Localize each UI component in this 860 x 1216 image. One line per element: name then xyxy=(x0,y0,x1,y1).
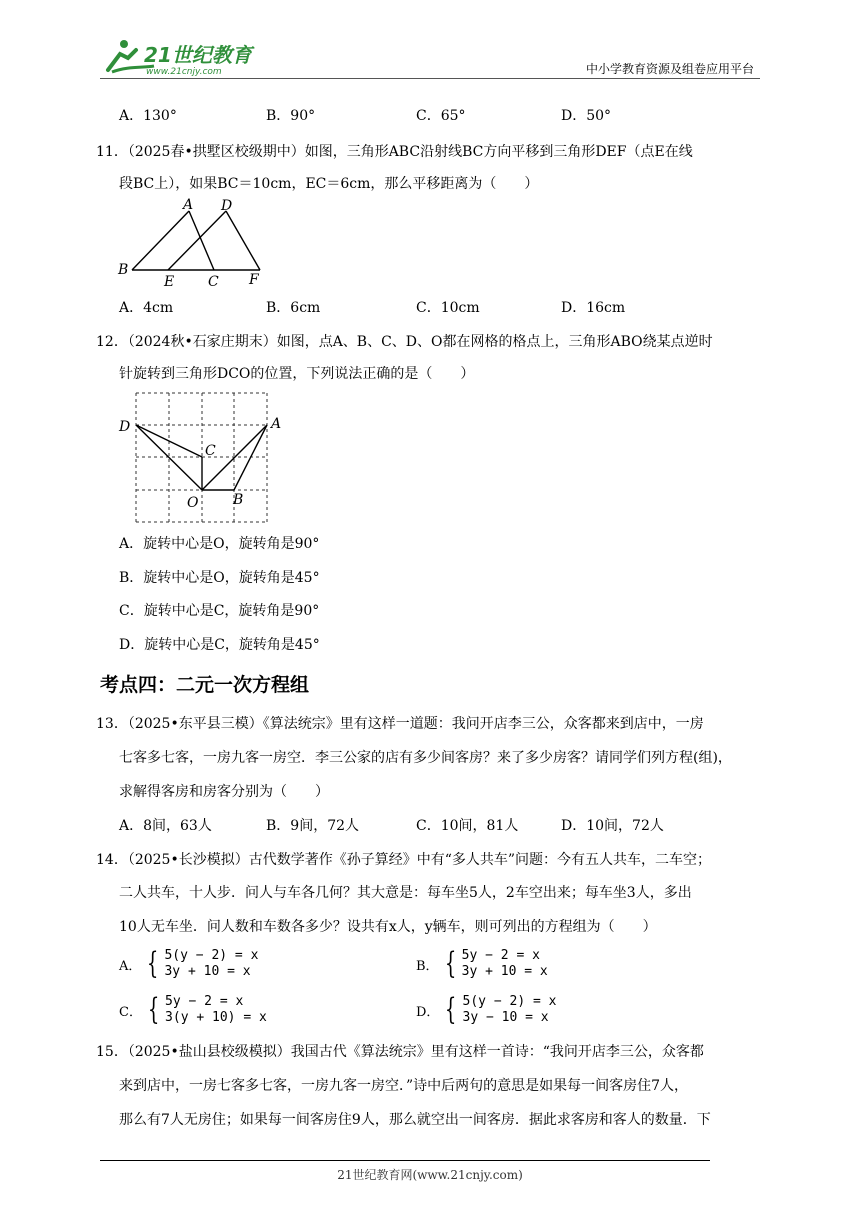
brace-icon: { xyxy=(445,992,457,1027)
label-o: O xyxy=(187,495,199,511)
q14-option-c xyxy=(119,994,267,1026)
q12-option-c: C．旋转中心是C，旋转角是90° xyxy=(119,603,320,619)
q11-stem-line2: 段BC上），如果BC＝10cm，EC＝6cm，那么平移距离为（ ） xyxy=(119,176,539,192)
label-c: C xyxy=(208,274,219,290)
option-d: D．16cm xyxy=(561,300,626,316)
equation-2: 3y − 10 = x xyxy=(462,1010,549,1025)
label-c: C xyxy=(205,443,216,459)
equation-1: 5y − 2 = x xyxy=(165,994,244,1009)
q12-option-b: B．旋转中心是O，旋转角是45° xyxy=(119,570,320,586)
q12-stem-line1: 12．（2024秋•石家庄期末）如图，点A、B、C、D、O都在网格的格点上，三角形ABO绕某点逆时 xyxy=(96,334,713,350)
equation-2: 3y + 10 = x xyxy=(164,964,251,979)
section-title: 考点四：二元一次方程组 xyxy=(100,674,310,696)
option-label: A． xyxy=(119,958,142,974)
q12-stem-line2: 针旋转到三角形DCO的位置，下列说法正确的是（ ） xyxy=(119,366,475,382)
label-f: F xyxy=(249,272,259,288)
q12-option-d: D．旋转中心是C，旋转角是45° xyxy=(119,637,320,653)
equation-1: 5(y − 2) = x xyxy=(462,994,557,1009)
equation-1: 5y − 2 = x xyxy=(461,948,540,963)
logo-text: 21世纪教育 xyxy=(144,43,252,67)
q14-stem-line3: 10人无车坐．问人数和车数各多少？设共有x人，y辆车，则可列出的方程组为（ ） xyxy=(119,919,657,935)
option-b: B．6cm xyxy=(266,300,321,316)
q15-stem-line3: 那么有7人无房住；如果每一间客房住9人，那么就空出一间客房．据此求客房和客人的数量．下 xyxy=(119,1112,711,1128)
equation-2: 3(y + 10) = x xyxy=(165,1010,267,1025)
logo-url: www.21cnjy.com xyxy=(146,67,222,77)
footer-divider xyxy=(100,1160,710,1161)
equation-1: 5(y − 2) = x xyxy=(164,948,259,963)
option-a: A．130° xyxy=(119,108,177,124)
option-c: C．10间，81人 xyxy=(416,818,519,834)
logo xyxy=(98,36,258,78)
footer-text: 21世纪教育网(www.21cnjy.com) xyxy=(337,1168,523,1182)
brace-icon: { xyxy=(147,946,159,981)
option-c: C．65° xyxy=(416,108,466,124)
option-b: B．90° xyxy=(266,108,316,124)
q11-stem-line1: 11．（2025春•拱墅区校级期中）如图，三角形ABC沿射线BC方向平移到三角形DEF（点E在线 xyxy=(96,144,693,160)
option-b: B．9间，72人 xyxy=(266,818,360,834)
label-a: A xyxy=(271,416,282,432)
q14-stem-line1: 14．（2025•长沙模拟）古代数学著作《孙子算经》中有“多人共车”问题：今有五人共车，二车空； xyxy=(96,852,712,868)
q14-stem-line2: 二人共车，十人步．问人与车各几何？其大意是：每车坐5人，2车空出来；每车坐3人，多出 xyxy=(119,885,692,901)
option-d: D．10间，72人 xyxy=(561,818,664,834)
option-d: D．50° xyxy=(561,108,612,124)
option-c: C．10cm xyxy=(416,300,480,316)
q14-option-b xyxy=(416,948,548,980)
option-label: C． xyxy=(119,1004,142,1020)
q15-stem-line2: 来到店中，一房七客多七客，一房九客一房空．”诗中后两句的意思是如果每一间客房住7人， xyxy=(119,1078,689,1094)
label-d: D xyxy=(119,419,131,435)
label-e: E xyxy=(164,274,175,290)
option-a: A．4cm xyxy=(119,300,174,316)
option-a: A．8间，63人 xyxy=(119,818,212,834)
header-divider xyxy=(100,78,760,79)
equation-2: 3y + 10 = x xyxy=(461,964,548,979)
label-a: A xyxy=(183,197,194,213)
label-b: B xyxy=(233,492,244,508)
q14-option-a xyxy=(119,948,258,980)
q11-figure xyxy=(114,196,274,296)
q12-figure xyxy=(114,386,284,532)
q13-stem-line2: 七客多七客，一房九客一房空．李三公家的店有多少间客房？来了多少房客？请同学们列方程(组)， xyxy=(119,750,732,766)
q15-stem-line1: 15．（2025•盐山县校级模拟）我国古代《算法统宗》里有这样一首诗：“我问开店李三公，众客都 xyxy=(96,1044,704,1060)
q12-option-a: A．旋转中心是O，旋转角是90° xyxy=(119,536,320,552)
label-b: B xyxy=(118,262,129,278)
q13-stem-line3: 求解得客房和房客分别为（ ） xyxy=(119,784,329,800)
platform-name: 中小学教育资源及组卷应用平台 xyxy=(585,62,754,76)
option-label: D． xyxy=(416,1004,440,1020)
option-label: B． xyxy=(416,958,439,974)
brace-icon: { xyxy=(147,992,160,1027)
brace-icon: { xyxy=(444,946,456,981)
q13-stem-line1: 13．（2025•东平县三模）《算法统宗》里有这样一道题：我问开店李三公，众客都来到店中，一房 xyxy=(96,716,704,732)
label-d: D xyxy=(221,198,233,214)
q14-option-d xyxy=(416,994,556,1026)
